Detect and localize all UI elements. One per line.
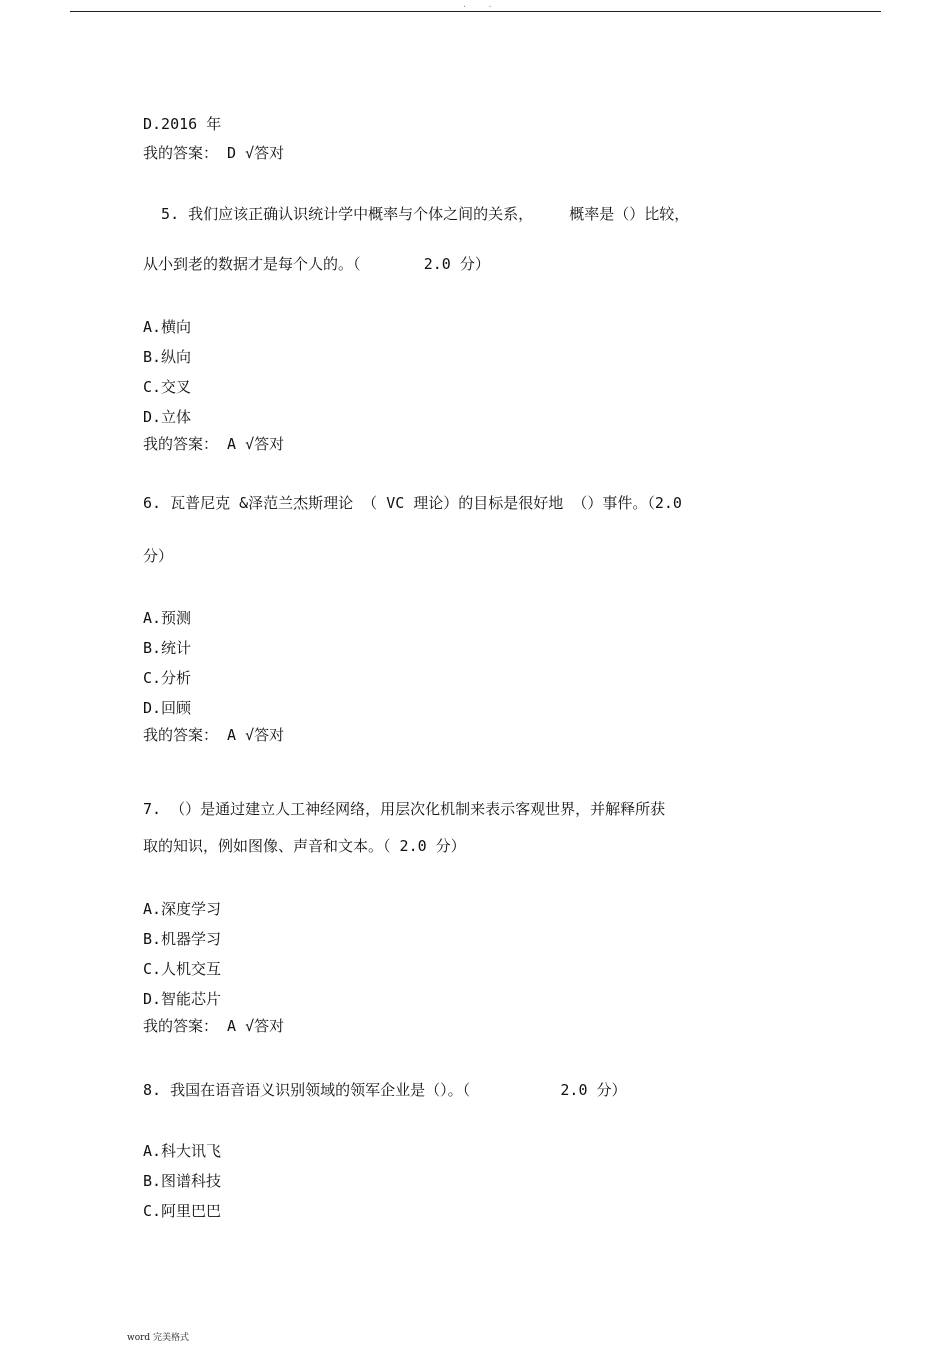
question-5-line-1: 5. 我们应该正确认识统计学中概率与个体之间的关系， 概率是（）比较， xyxy=(143,205,690,223)
question-6-answer: 我的答案： A √答对 xyxy=(143,726,285,744)
question-7-answer: 我的答案： A √答对 xyxy=(143,1017,285,1035)
question-5-answer: 我的答案： A √答对 xyxy=(143,435,285,453)
question-8-option-b: B.图谱科技 xyxy=(143,1172,222,1190)
option-d-prev: D.2016 年 xyxy=(143,115,222,133)
question-6-option-a: A.预测 xyxy=(143,609,192,627)
header-dots: · · xyxy=(462,2,501,11)
question-5-option-d: D.立体 xyxy=(143,408,192,426)
question-7-option-a: A.深度学习 xyxy=(143,900,222,918)
question-8-option-a: A.科大讯飞 xyxy=(143,1142,222,1160)
question-6-option-d: D.回顾 xyxy=(143,699,192,717)
question-8-line-1: 8. 我国在语音语义识别领域的领军企业是（）。（ 2.0 分） xyxy=(143,1081,627,1099)
question-5-option-c: C.交叉 xyxy=(143,378,192,396)
question-5-line-2: 从小到老的数据才是每个人的。（ 2.0 分） xyxy=(143,255,490,273)
question-7-option-c: C.人机交互 xyxy=(143,960,222,978)
question-8-option-c: C.阿里巴巴 xyxy=(143,1202,222,1220)
question-5-option-b: B.纵向 xyxy=(143,348,192,366)
question-7-line-2: 取的知识，例如图像、声音和文本。（ 2.0 分） xyxy=(143,837,466,855)
question-6-option-b: B.统计 xyxy=(143,639,192,657)
question-7-option-b: B.机器学习 xyxy=(143,930,222,948)
question-7-option-d: D.智能芯片 xyxy=(143,990,222,1008)
answer-prev: 我的答案： D √答对 xyxy=(143,144,285,162)
question-6-line-1: 6. 瓦普尼克 &泽范兰杰斯理论 （ VC 理论）的目标是很好地 （）事件。（2.0 xyxy=(143,494,682,512)
question-7-line-1: 7. （）是通过建立人工神经网络，用层次化机制来表示客观世界，并解释所获 xyxy=(143,800,666,818)
question-6-line-2: 分） xyxy=(143,547,174,565)
header-rule xyxy=(70,11,881,12)
question-6-option-c: C.分析 xyxy=(143,669,192,687)
question-5-option-a: A.横向 xyxy=(143,318,192,336)
footer-text: word 完美格式 xyxy=(127,1333,190,1343)
